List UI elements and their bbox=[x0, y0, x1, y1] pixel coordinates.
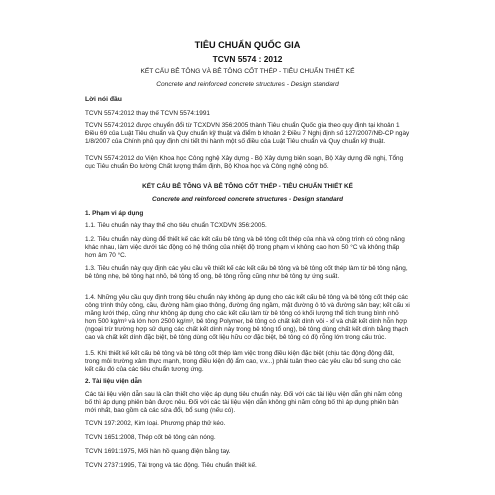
section-1-para-5: 1.5. Khi thiết kế kết cấu bê tông và bê tông cốt thép làm việc trong điều kiện đặc biệt (chịu tác động động đất, trong môi trường xâm thực mạnh, trong điều kiện độ ẩm cao, v.v...) phải tuân theo các yêu cầu bổ sung cho các kết cấu đó của các tiêu chuẩn tương ứng. bbox=[85, 350, 401, 374]
doc-title: TIÊU CHUẨN QUỐC GIA bbox=[194, 40, 301, 50]
body-title-en: Concrete and reinforced concrete structures - Design standard bbox=[151, 196, 344, 203]
section-1-para-4: 1.4. Những yêu cầu quy định trong tiêu chuẩn này không áp dụng cho các kết cấu bê tông và bê tông cốt thép các công trình thủy công, cầu, đường hầm giao thông, đường ống ngầm, mặt đường ô tô và đường sân bay; kết cấu xi măng lưới thép, cũng như không áp dụng cho các kết cấu làm từ bê tông có khối lượng thể tích trung bình nhỏ hơn 500 kg/m³ và lớn hơn 2500 kg/m³, bê tông Polymer, bê tông có chất kết dính vôi - xỉ và chất kết dính hỗn hợp (ngoại trừ trường hợp sử dụng các chất kết dính này trong bê tông tổ ong), bê tông dùng chất kết dính bằng thạch cao và chất kết dính đặc biệt, bê tông dùng cốt liệu hữu cơ đặc biệt, bê tông có độ rỗng lớn trong cấu trúc. bbox=[85, 294, 410, 342]
section-2-heading: 2. Tài liệu viện dẫn bbox=[85, 378, 142, 385]
doc-code: TCVN 5574 : 2012 bbox=[212, 54, 283, 64]
reference-item: TCVN 1651:2008, Thép cốt bê tông cán nóng. bbox=[85, 434, 216, 441]
reference-item: TCVN 1691:1975, Mối hàn hồ quang điện bằng tay. bbox=[85, 448, 231, 455]
foreword-para-3: TCVN 5574:2012 do Viện Khoa học Công nghệ Xây dựng - Bộ Xây dựng biên soạn, Bộ Xây dựng đề nghị, Tổng cục Tiêu chuẩn Đo lường Chất lượng thẩm định, Bộ Khoa học và Công nghệ công bố. bbox=[85, 155, 404, 171]
section-1-para-3: 1.3. Tiêu chuẩn này quy định các yêu cầu về thiết kế các kết cấu bê tông và bê tông cốt thép làm từ bê tông nặng, bê tông nhẹ, bê tông hạt nhỏ, bê tông tổ ong, bê tông rỗng cũng như bê tông tự ứng suất. bbox=[85, 265, 408, 281]
section-2-para-1: Các tài liệu viện dẫn sau là cần thiết cho việc áp dụng tiêu chuẩn này. Đối với các tài liệu viện dẫn ghi năm công bố thì áp dụng phiên bản được nêu. Đối với các tài liệu viện dẫn không ghi năm công bố thì áp dụng phiên bản mới nhất, bao gồm cả các sửa đổi, bổ sung (nếu có). bbox=[85, 391, 403, 415]
section-1-heading: 1. Phạm vi áp dụng bbox=[85, 210, 144, 217]
reference-item: TCVN 2737:1995, Tải trọng và tác động. Tiêu chuẩn thiết kế. bbox=[85, 462, 257, 469]
doc-subtitle-vi: KẾT CẤU BÊ TÔNG VÀ BÊ TÔNG CỐT THÉP - TIÊU CHUẨN THIẾT KẾ bbox=[140, 68, 355, 75]
foreword-heading: Lời nói đầu bbox=[85, 96, 122, 103]
reference-item: TCVN 197:2002, Kim loại. Phương pháp thử kéo. bbox=[85, 420, 226, 427]
doc-subtitle-en: Concrete and reinforced concrete structures - Design standard bbox=[156, 81, 339, 88]
foreword-para-2: TCVN 5574:2012 được chuyển đổi từ TCXDVN 356:2005 thành Tiêu chuẩn Quốc gia theo quy định tại khoản 1 Điều 69 của Luật Tiêu chuẩn và Quy chuẩn kỹ thuật và điểm b khoản 2 Điều 7 Nghị định số 127/2007/NĐ-CP ngày 1/8/2007 của Chính phủ quy định chi tiết thi hành một số điều của Luật Tiêu chuẩn và Quy chuẩn kỹ thuật. bbox=[85, 122, 410, 146]
section-1-para-1: 1.1. Tiêu chuẩn này thay thế cho tiêu chuẩn TCXDVN 356:2005. bbox=[85, 222, 267, 229]
section-1-para-2: 1.2. Tiêu chuẩn này dùng để thiết kế các kết cấu bê tông và bê tông cốt thép của nhà và công trình có công năng khác nhau, làm việc dưới tác động có hệ thống của nhiệt độ trong phạm vi không cao hơn 50 °C và không thấp hơn âm 70 °C. bbox=[85, 236, 405, 260]
body-title-vi: KẾT CẤU BÊ TÔNG VÀ BÊ TÔNG CỐT THÉP - TIÊU CHUẨN THIẾT KẾ bbox=[142, 183, 353, 190]
foreword-para-1: TCVN 5574:2012 thay thế TCVN 5574:1991 bbox=[85, 110, 210, 117]
